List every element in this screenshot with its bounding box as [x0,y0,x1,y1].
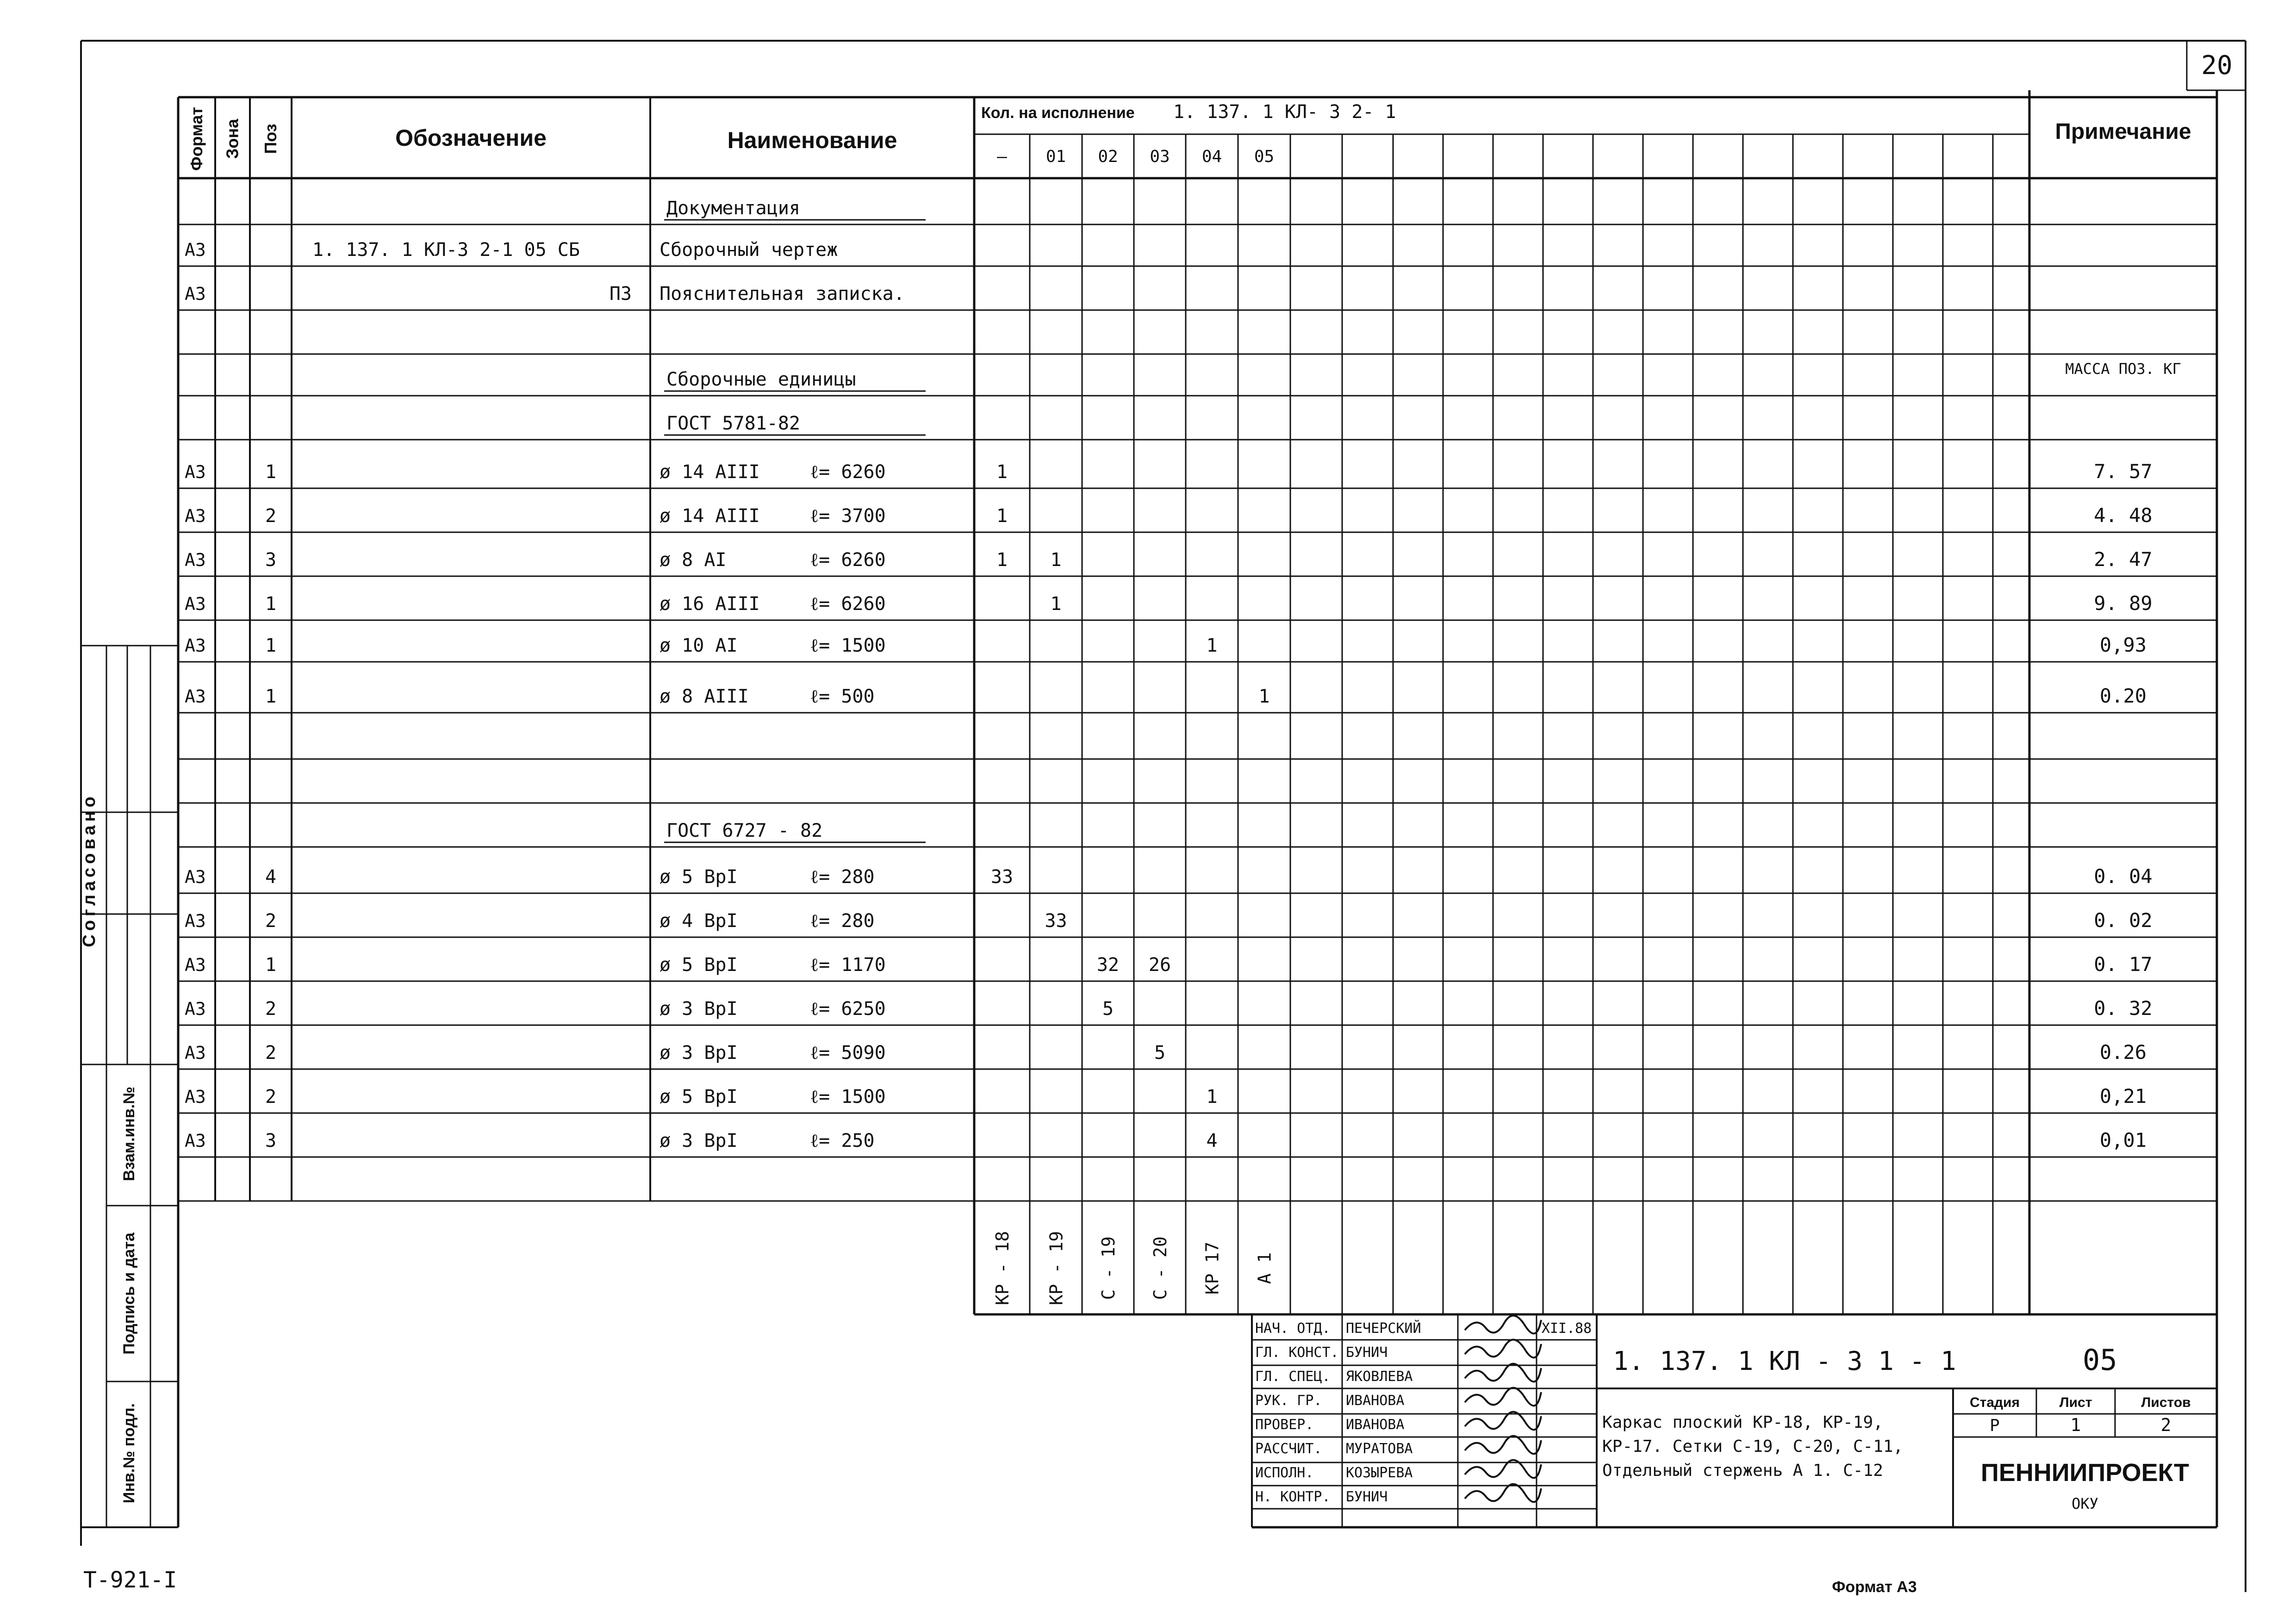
tb-sheet: 1 [2070,1415,2081,1435]
row-note: 0,93 [2099,634,2147,656]
row-name: ø 3 ВрI [660,998,738,1020]
header-name: Наименование [727,127,897,153]
spec-row [185,997,2153,1020]
row-note: МАССА ПОЗ. КГ [2065,360,2181,378]
row-pos: 2 [265,1042,277,1064]
row-qty: 1 [996,549,1008,571]
header-designation: Обозначение [395,125,547,151]
header-qty-code: 1. 137. 1 КЛ- 3 2- 1 [1173,101,1396,123]
tb-title-line: Отдельный стержень А 1. С-12 [1602,1461,1883,1480]
row-qty: 32 [1096,954,1120,976]
spec-row [185,909,2153,932]
row-designation: ПЗ [609,283,632,305]
spec-row [185,460,2153,483]
tb-role: ИСПОЛН. [1255,1465,1314,1481]
variant-3: 03 [1150,147,1170,166]
row-note: 0. 17 [2094,953,2153,976]
tb-date: XII.88 [1541,1320,1592,1337]
product-label: А 1 [1254,1252,1275,1284]
row-length: ℓ= 500 [810,686,875,707]
spec-row [185,239,838,261]
row-length: ℓ= 6260 [810,461,886,483]
row-name: Документация [666,198,800,219]
row-qty: 1 [1050,593,1062,615]
row-qty: 5 [1154,1042,1166,1064]
row-name: ø 16 АIII [660,593,760,615]
spec-row [185,865,2153,888]
spec-row [185,548,2153,571]
row-name: ГОСТ 5781-82 [666,413,800,434]
row-length: ℓ= 1500 [810,635,886,656]
spec-row [185,684,2147,707]
variant-2: 02 [1098,147,1118,166]
row-name: ø 3 ВрI [660,1130,738,1151]
row-qty: 26 [1148,954,1171,976]
row-note: 0. 02 [2094,909,2153,932]
row-name: Сборочные единицы [666,369,856,390]
spec-row [185,283,905,305]
spec-row [185,634,2147,656]
row-name: ø 10 АI [660,635,738,656]
row-qty: 33 [1045,910,1067,932]
row-note: 2. 47 [2094,548,2153,571]
tb-title-line: КР-17. Сетки С-19, С-20, С-11, [1602,1437,1904,1456]
row-note: 0,21 [2099,1085,2147,1108]
row-note: 7. 57 [2094,460,2153,483]
row-name: ø 5 ВрI [660,1086,738,1108]
tb-sheet-label: Лист [2059,1395,2092,1410]
row-format: А3 [185,240,206,260]
row-pos: 4 [265,866,277,888]
row-length: ℓ= 280 [810,866,875,888]
row-length: ℓ= 6250 [810,998,886,1020]
side-stamp [80,646,178,1527]
row-name: Сборочный чертеж [660,239,838,261]
row-qty: 1 [996,505,1008,527]
row-length: ℓ= 6260 [810,549,886,571]
table-header [187,101,2191,171]
sheet-footer [83,1567,1917,1596]
row-name: ГОСТ 6727 - 82 [666,820,823,841]
row-format: А3 [185,635,206,656]
row-format: А3 [185,284,206,304]
row-format: А3 [185,462,206,482]
row-format: А3 [185,867,206,887]
header-note: Примечание [2055,119,2191,144]
row-note: 0.26 [2099,1041,2147,1064]
row-pos: 1 [265,686,277,707]
spec-row [185,1041,2147,1064]
row-note: 0. 32 [2094,997,2153,1020]
row-format: А3 [185,911,206,931]
tb-org: ПЕННИИПРОЕКТ [1981,1459,2189,1487]
row-name: ø 3 ВрI [660,1042,738,1064]
row-designation: 1. 137. 1 КЛ-3 2-1 05 СБ [312,239,580,261]
variant-0: – [997,147,1007,166]
tb-name: ИВАНОВА [1346,1417,1405,1433]
row-name: ø 8 АIII [660,686,749,707]
product-label: С - 19 [1098,1236,1119,1300]
row-format: А3 [185,1087,206,1107]
header-qty-label: Кол. на исполнение [981,104,1135,122]
row-name: ø 8 АI [660,549,727,571]
spec-row [185,1085,2147,1108]
row-pos: 2 [265,910,277,932]
row-qty: 1 [996,461,1008,483]
variant-4: 04 [1201,147,1222,166]
row-qty: 33 [990,866,1014,888]
row-length: ℓ= 250 [810,1130,875,1151]
variant-1: 01 [1045,147,1066,166]
spec-row [185,592,2153,615]
spec-row [664,413,926,435]
row-note: 0,01 [2099,1129,2147,1151]
signature-scribble [1465,1436,1541,1454]
row-length: ℓ= 3700 [810,505,886,527]
row-name: ø 4 ВрI [660,910,738,932]
spec-row [185,953,2153,976]
row-length: ℓ= 280 [810,910,875,932]
signature-scribble [1465,1340,1541,1358]
inv-original-label: Инв.№ подл. [120,1403,138,1504]
tb-role: НАЧ. ОТД. [1255,1320,1331,1337]
tb-name: КОЗЫРЕВА [1346,1465,1413,1481]
tb-name: ПЕЧЕРСКИЙ [1346,1320,1421,1337]
header-format: Формат [187,106,206,171]
row-qty: 1 [1206,1086,1218,1108]
row-note: 9. 89 [2094,592,2153,615]
product-label: С - 20 [1150,1236,1170,1300]
tb-sheets-label: Листов [2141,1395,2191,1410]
spec-row [185,504,2153,527]
row-format: А3 [185,1043,206,1063]
variant-5: 05 [1254,147,1275,166]
tb-sheets: 2 [2160,1415,2172,1435]
row-name: ø 14 АIII [660,505,760,527]
signature-scribble [1465,1364,1541,1382]
tb-name: ЯКОВЛЕВА [1346,1369,1413,1385]
spec-row [664,820,926,842]
row-pos: 3 [265,549,277,571]
row-name: ø 14 АIII [660,461,760,483]
row-qty: 1 [1050,549,1062,571]
tb-code-suffix: 05 [2083,1343,2117,1377]
tb-name: МУРАТОВА [1346,1441,1413,1457]
tb-role: РУК. ГР. [1255,1393,1322,1409]
tb-stage-label: Стадия [1969,1395,2020,1410]
row-pos: 2 [265,505,277,527]
row-note: 0.20 [2099,684,2147,707]
format-label: Формат А3 [1832,1578,1917,1596]
tb-role: ГЛ. КОНСТ. [1255,1344,1339,1361]
row-pos: 1 [265,635,277,656]
row-length: ℓ= 6260 [810,593,886,615]
row-format: А3 [185,594,206,614]
row-qty: 4 [1206,1130,1218,1151]
table-grid [178,90,2217,1527]
row-pos: 3 [265,1130,277,1151]
tb-stage: Р [1990,1416,2000,1435]
tb-dept: ОКУ [2072,1495,2098,1512]
signature-scribble [1465,1316,1541,1334]
row-pos: 1 [265,461,277,483]
agreed-label: Согласовано [80,793,99,947]
header-pos: Поз [261,124,280,154]
tb-role: ГЛ. СПЕЦ. [1255,1369,1331,1385]
row-format: А3 [185,955,206,975]
product-label: КР - 18 [992,1231,1013,1306]
row-pos: 1 [265,954,277,976]
tb-role: РАССЧИТ. [1255,1441,1322,1457]
signature-scribble [1465,1484,1541,1502]
signature-scribble [1465,1388,1541,1406]
row-qty: 1 [1258,686,1270,707]
spec-row [664,198,926,220]
row-name: ø 5 ВрI [660,866,738,888]
spec-row [664,360,2181,391]
row-qty: 1 [1206,635,1218,656]
row-note: 4. 48 [2094,504,2153,527]
tb-name: ИВАНОВА [1346,1393,1405,1409]
tb-role: ПРОВЕР. [1255,1417,1314,1433]
table-text [185,101,2191,1305]
row-format: А3 [185,1131,206,1151]
row-format: А3 [185,550,206,570]
row-name: Пояснительная записка. [660,283,905,305]
product-label: КР 17 [1202,1241,1223,1295]
row-format: А3 [185,506,206,526]
signature-date-label: Подпись и дата [120,1232,138,1355]
tb-name: БУНИЧ [1346,1489,1388,1505]
row-pos: 2 [265,998,277,1020]
row-length: ℓ= 1500 [810,1086,886,1108]
replaced-inv-label: Взам.инв.№ [120,1086,138,1182]
row-pos: 2 [265,1086,277,1108]
tb-code: 1. 137. 1 КЛ - 3 1 - 1 [1613,1346,1956,1376]
tb-title-line: Каркас плоский КР-18, КР-19, [1602,1413,1883,1432]
row-name: ø 5 ВрI [660,954,738,976]
sheet-number: 20 [2201,50,2233,81]
spec-row [185,1129,2147,1151]
row-format: А3 [185,999,206,1019]
tb-name: БУНИЧ [1346,1344,1388,1361]
tb-role: Н. КОНТР. [1255,1489,1331,1505]
row-length: ℓ= 1170 [810,954,886,976]
title-block [1252,1314,2217,1527]
row-pos: 1 [265,593,277,615]
row-length: ℓ= 5090 [810,1042,886,1064]
product-label: КР - 19 [1046,1231,1067,1306]
row-format: А3 [185,686,206,707]
row-note: 0. 04 [2094,865,2153,888]
row-qty: 5 [1102,998,1114,1020]
header-zone: Зона [223,118,242,159]
left-code: Т-921-I [83,1567,177,1593]
